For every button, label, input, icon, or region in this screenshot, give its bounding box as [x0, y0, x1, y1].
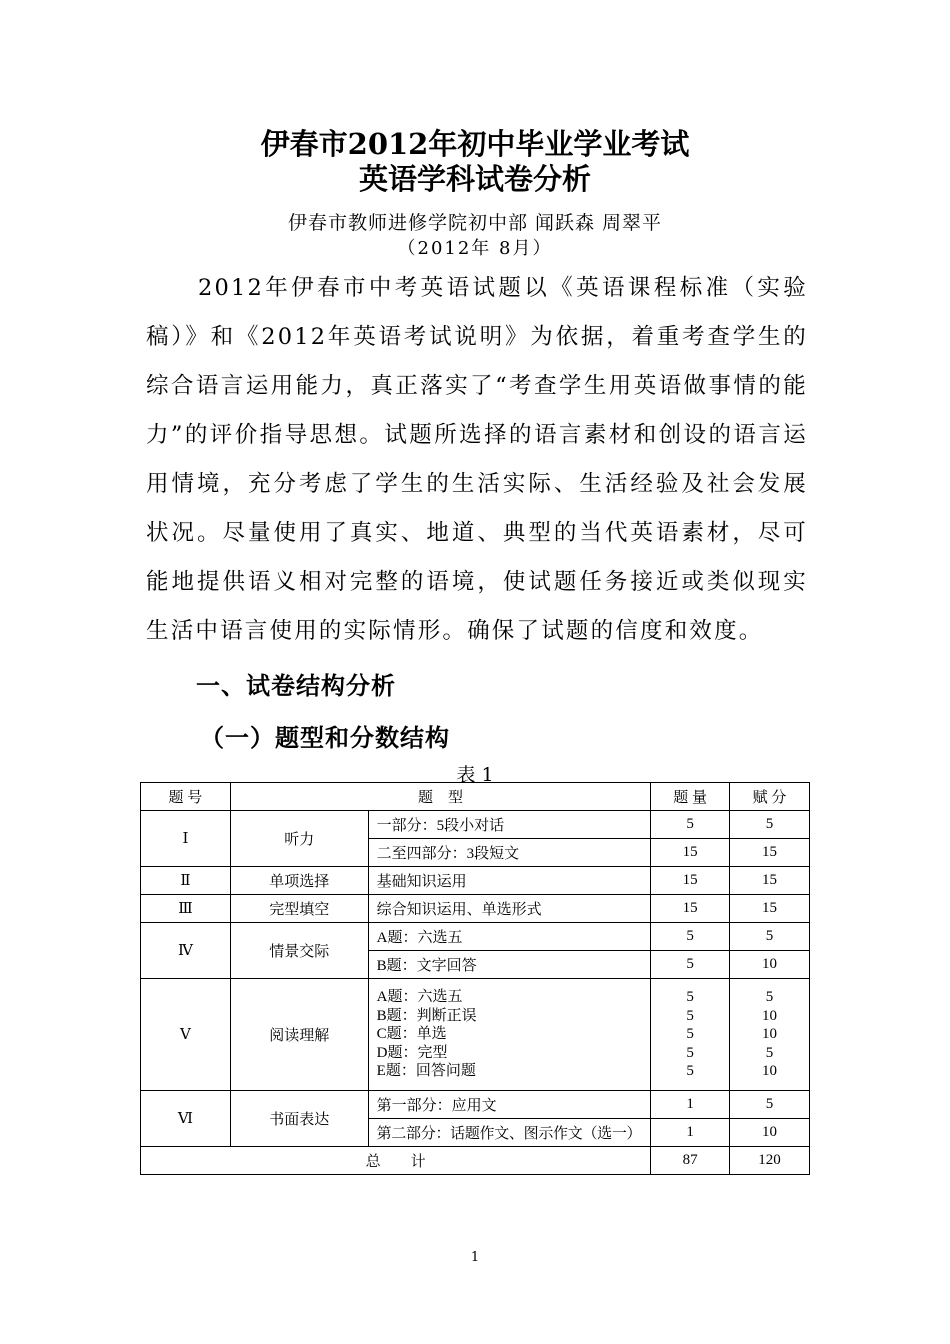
row-count: 15: [651, 839, 730, 867]
row-name: 完型填空: [230, 895, 368, 923]
page-number: 1: [470, 1250, 480, 1265]
row-score: 5: [730, 923, 810, 951]
header-no: 题 号: [141, 783, 231, 811]
row-score: 15: [730, 867, 810, 895]
intro-paragraph: 2012年伊春市中考英语试题以《英语课程标准（实验稿）》和《2012年英语考试说明》为依据，着重考查学生的综合语言运用能力，真正落实了“考查学生用英语做事情的能力”的评价指导思想。试题所选择的语言素材和创设的语言运用情境，充分考虑了学生的生活实际、生活经验及社会发展状况。尽量使用了真实、地道、典型的当代英语素材，尽可能地提供语义相对完整的语境，使试题任务接近或类似现实生活中语言使用的实际情形。确保了试题的信度和效度。: [146, 275, 808, 644]
section-heading: 一、试卷结构分析: [196, 671, 396, 700]
row-count: 5: [651, 923, 730, 951]
row-score: 10: [730, 1119, 810, 1147]
title-line-2: 英语学科试卷分析: [358, 162, 591, 196]
table-header-row: [141, 783, 810, 811]
subsection-heading: （一）题型和分数结构: [200, 723, 450, 752]
reading-item-score: 5: [765, 1044, 774, 1061]
row-desc: B题：文字回答: [368, 951, 651, 979]
row-name: 阅读理解: [230, 979, 368, 1091]
row-no: Ⅱ: [141, 867, 231, 895]
header-score: 赋 分: [730, 783, 810, 811]
table-row: [141, 811, 810, 839]
reading-desc-cell: [368, 979, 651, 1091]
reading-item-count: 5: [686, 1063, 694, 1080]
reading-item-score: 10: [762, 1063, 778, 1080]
row-name: 书面表达: [230, 1091, 368, 1147]
row-count: 1: [651, 1119, 730, 1147]
reading-item-desc: D题：完型: [376, 1044, 448, 1061]
table-row: [141, 895, 810, 923]
row-desc: 基础知识运用: [368, 867, 651, 895]
reading-item-count: 5: [686, 989, 694, 1006]
row-count: 5: [651, 811, 730, 839]
table-row: [141, 923, 810, 951]
reading-item-count: 5: [686, 1026, 694, 1043]
reading-score-cell: [730, 979, 810, 1091]
row-desc: 二至四部分：3段短文: [368, 839, 651, 867]
date-line: （2012年 8月）: [397, 238, 553, 259]
row-desc: 第一部分：应用文: [368, 1091, 651, 1119]
row-count: 15: [651, 867, 730, 895]
row-score: 10: [730, 951, 810, 979]
row-no: Ⅴ: [141, 979, 231, 1091]
row-desc: 一部分：5段小对话: [368, 811, 651, 839]
row-score: 5: [730, 811, 810, 839]
table-row: [141, 867, 810, 895]
row-score: 5: [730, 1091, 810, 1119]
reading-item-score: 5: [765, 989, 774, 1006]
reading-item-score: 10: [762, 1007, 778, 1024]
table-row: [141, 979, 810, 1091]
total-score: 120: [730, 1147, 810, 1175]
row-no: Ⅵ: [141, 1091, 231, 1147]
reading-item-count: 5: [686, 1044, 694, 1061]
row-score: 15: [730, 895, 810, 923]
row-name: 单项选择: [230, 867, 368, 895]
table-caption: 表 1: [456, 764, 494, 786]
reading-item-score: 10: [762, 1026, 778, 1043]
title-line-1: 伊春市2012年初中毕业学业考试: [260, 127, 690, 161]
score-structure-table: [140, 782, 810, 1175]
reading-item-desc: E题：回答问题: [376, 1063, 476, 1080]
row-no: Ⅰ: [141, 811, 231, 867]
total-label: 总 计: [141, 1147, 651, 1175]
reading-item-desc: C题：单选: [376, 1026, 447, 1043]
reading-count-cell: [651, 979, 730, 1091]
row-desc: 综合知识运用、单选形式: [368, 895, 651, 923]
table-total-row: [141, 1147, 810, 1175]
row-name: 听力: [230, 811, 368, 867]
reading-item-count: 5: [686, 1007, 694, 1024]
row-name: 情景交际: [230, 923, 368, 979]
row-score: 15: [730, 839, 810, 867]
header-type: 题 型: [230, 783, 650, 811]
row-count: 15: [651, 895, 730, 923]
reading-item-desc: B题：判断正误: [376, 1007, 477, 1024]
row-count: 5: [651, 951, 730, 979]
row-no: Ⅳ: [141, 923, 231, 979]
table-row: [141, 1091, 810, 1119]
reading-item-desc: A题：六选五: [376, 989, 463, 1006]
header-count: 题 量: [651, 783, 730, 811]
row-desc: A题：六选五: [368, 923, 651, 951]
row-no: Ⅲ: [141, 895, 231, 923]
total-count: 87: [651, 1147, 730, 1175]
row-desc: 第二部分：话题作文、图示作文（选一）: [368, 1119, 651, 1147]
row-count: 1: [651, 1091, 730, 1119]
author-line: 伊春市教师进修学院初中部 闻跃森 周翠平: [287, 212, 663, 234]
